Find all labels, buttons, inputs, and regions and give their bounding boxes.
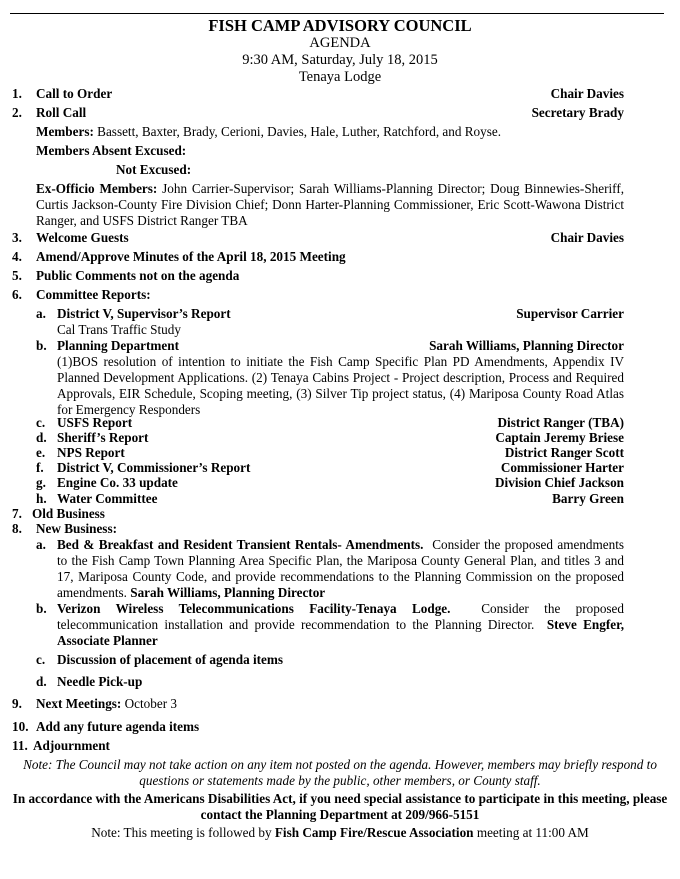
ada-notice: In accordance with the Americans Disabilities Act, if you need special assistance to participate in this meeting, please contact the Planning Department at 209/966-5151 (12, 791, 668, 822)
meeting-datetime: 9:30 AM, Saturday, July 18, 2015 (242, 52, 438, 68)
ex-officio-members: Ex-Officio Members: John Carrier-Supervisor; Sarah Williams-Planning Director; Doug Binnewies-Sheriff, Curtis Jackson-County Fire Division Chief; Donn Harter-Planning Commissioner, Eric Scott-Wawona District Ranger, and USFS District Ranger TBA (36, 181, 625, 228)
committee-report-a-detail: Cal Trans Traffic Study (57, 322, 181, 337)
members-not-excused: Not Excused: (116, 162, 192, 177)
agenda-page: FISH CAMP ADVISORY COUNCIL AGENDA 9:30 AM, Saturday, July 18, 2015 Tenaya Lodge 1. Call to Order Chair Davies 2. Roll Call Secretary Brady Members: Bassett, Baxter, Brady, Cerioni, Davies, Hale, Luther, Ratchford, and Royse. Members Absent Excused: Not Excused: Ex-Officio Members: John Carrier-Supervisor; Sarah Williams-Planning Director; Doug Binnewies-Sheriff, Curtis Jackson-County Fire Division Chief; Donn Harter-Planning Commissioner, Eric Scott-Wawona District Ranger, and USFS District Ranger TBA 3. Welcome Guests Chair Davies 4. Amend/Approve Minutes of the April 18, 2015 Meeting 5. Public Comments not on the agenda 6. Committee Reports: a. District V, Supervisor’s Report Supervisor Carrier Cal Trans Traffic Study b. Planning Department Sarah Williams, Planning Director (1)BOS resolution of intention to initiate the Fish Camp Specific Plan PD Amendments, Appendix IV Planned Development Applications. (2) Tenaya Cabins Project - Project description, Process and Required Approvals, EIR Schedule, Scoping meeting, (3) Silver Tip project status, (4) Mariposa County Road Atlas for Emergency Responders c. USFS Report District Ranger (TBA) d. Sheriff’s Report Captain Jeremy Briese e. NPS Report District Ranger Scott f. District V, Commissioner’s Report Commissioner Harter g. Engine Co. 33 update Division Chief Jackson h. Water Committee Barry Green 7. Old Business 8. New Business: a. Bed & Breakfast and Resident Transient Rentals- Amendments. Consider the proposed amendments to the Fish Camp Town Planning Area Specific Plan, the Mariposa County General Plan, and titles 3 and 17, Mariposa County Code, and provide recommendations to the Planning Commission on the proposed amendments. Sarah Williams, Planning Director b. Verizon Wireless Telecommunications Facility-Tenaya Lodge. Consider the proposed telecommunication installation and provide recommendation to the Planning Director. Steve Engfer, Associate Planner c. Discussion of placement of agenda items d. Needle Pick-up 9. Next Meetings: October 3 10. Add any future agenda items 11. Adjournment Note: The Council may not take action on any item not posted on the agenda. However, members may briefly respond to questions or statements made by the public, other members, or County staff. In accordance with the Americans Disabilities Act, if you need special assistance to participate in this meeting, please contact the Planning Department at 209/966-5151 Note: This meeting is followed by Fish Camp Fire/Rescue Association meeting at 11:00 AM (0, 0, 680, 879)
members-line: Members: Bassett, Baxter, Brady, Cerioni, Davies, Hale, Luther, Ratchford, and Royse. (36, 124, 502, 139)
members-absent-excused: Members Absent Excused: (36, 143, 187, 158)
committee-report-b-detail: (1)BOS resolution of intention to initiate the Fish Camp Specific Plan PD Amendments, Appendix IV Planned Development Applications. (2) Tenaya Cabins Project - Project description, Process and Required Approvals, EIR Schedule, Scoping meeting, (3) Silver Tip project status, (4) Mariposa County Road Atlas for Emergency Responders (57, 354, 624, 417)
agenda-subtitle: AGENDA (309, 35, 371, 51)
agenda-header (0, 16, 680, 86)
new-business-a-text: Bed & Breakfast and Resident Transient Rentals- Amendments. Consider the proposed amendments to the Fish Camp Town Planning Area Specific Plan, the Mariposa County General Plan, and titles 3 and 17, Mariposa County Code, and provide recommendations to the Planning Commission on the proposed amendments. Sarah Williams, Planning Director (57, 537, 625, 600)
new-business-b-text: Verizon Wireless Telecommunications Facility-Tenaya Lodge. Consider the proposed telecommunication installation and provide recommendation to the Planning Director. Steve Engfer, Associate Planner (57, 601, 625, 648)
council-title: FISH CAMP ADVISORY COUNCIL (208, 16, 472, 35)
council-action-note: Note: The Council may not take action on any item not posted on the agenda. However, members may briefly respond to questions or statements made by the public, other members, or County staff. (23, 757, 657, 788)
follow-up-meeting-note: Note: This meeting is followed by Fish Camp Fire/Rescue Association meeting at 11:00 AM (91, 825, 589, 840)
meeting-location: Tenaya Lodge (298, 69, 382, 85)
top-rule (10, 13, 664, 14)
